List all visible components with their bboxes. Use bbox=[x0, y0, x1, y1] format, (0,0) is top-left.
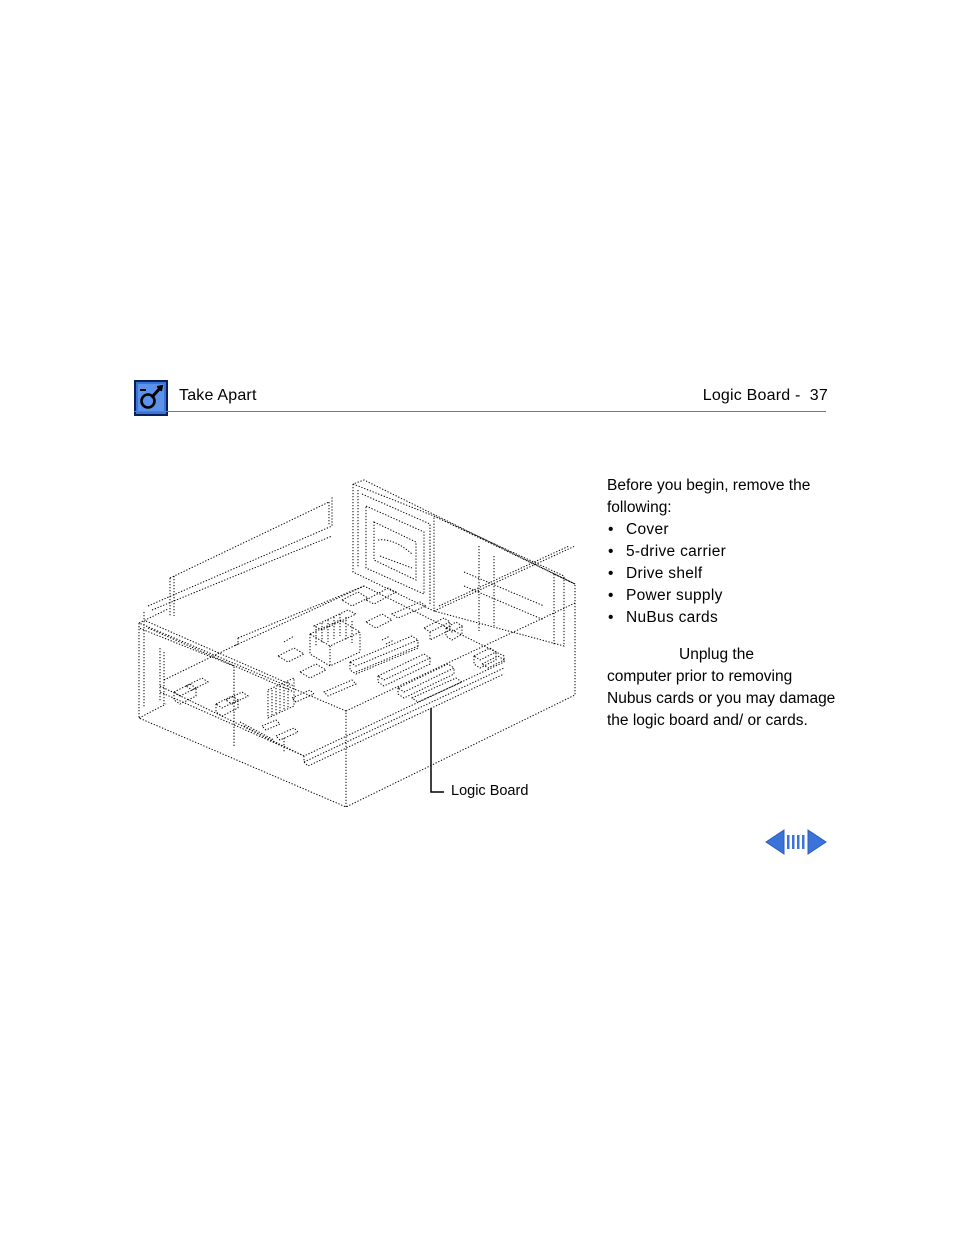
bullet: • bbox=[608, 587, 614, 604]
bullet: • bbox=[608, 609, 614, 626]
list-item-label: Drive shelf bbox=[626, 565, 703, 582]
list-item bbox=[607, 607, 837, 629]
page-navigation bbox=[765, 829, 827, 855]
logic-board-callout-label: Logic Board bbox=[451, 783, 529, 799]
list-item-label: NuBus cards bbox=[626, 609, 719, 626]
list-item bbox=[607, 541, 837, 563]
bullet: • bbox=[608, 543, 614, 560]
warning-first-line: Unplug the bbox=[679, 646, 754, 663]
list-item bbox=[607, 563, 837, 585]
page-index-icon[interactable] bbox=[786, 829, 806, 855]
logic-board-illustration bbox=[134, 476, 580, 812]
section-title: Take Apart bbox=[179, 387, 257, 404]
bullet: • bbox=[608, 521, 614, 538]
list-item-label: 5-drive carrier bbox=[626, 543, 727, 560]
header-divider bbox=[134, 411, 826, 412]
list-item bbox=[607, 585, 837, 607]
instructions-block bbox=[607, 475, 837, 732]
warning-text bbox=[607, 644, 837, 732]
list-item-label: Power supply bbox=[626, 587, 723, 604]
bullet: • bbox=[608, 565, 614, 582]
right-arrow-icon[interactable] bbox=[807, 829, 827, 855]
warning-rest: computer prior to removing Nubus cards or you may damage the logic board and/ or cards. bbox=[607, 668, 836, 729]
left-arrow-icon[interactable] bbox=[765, 829, 785, 855]
page-header bbox=[134, 380, 826, 412]
list-item-label: Cover bbox=[626, 521, 669, 538]
removal-list bbox=[607, 519, 837, 629]
intro-text: Before you begin, remove the following: bbox=[607, 477, 811, 516]
list-item bbox=[607, 519, 837, 541]
page-label: Logic Board - 37 bbox=[702, 387, 828, 404]
